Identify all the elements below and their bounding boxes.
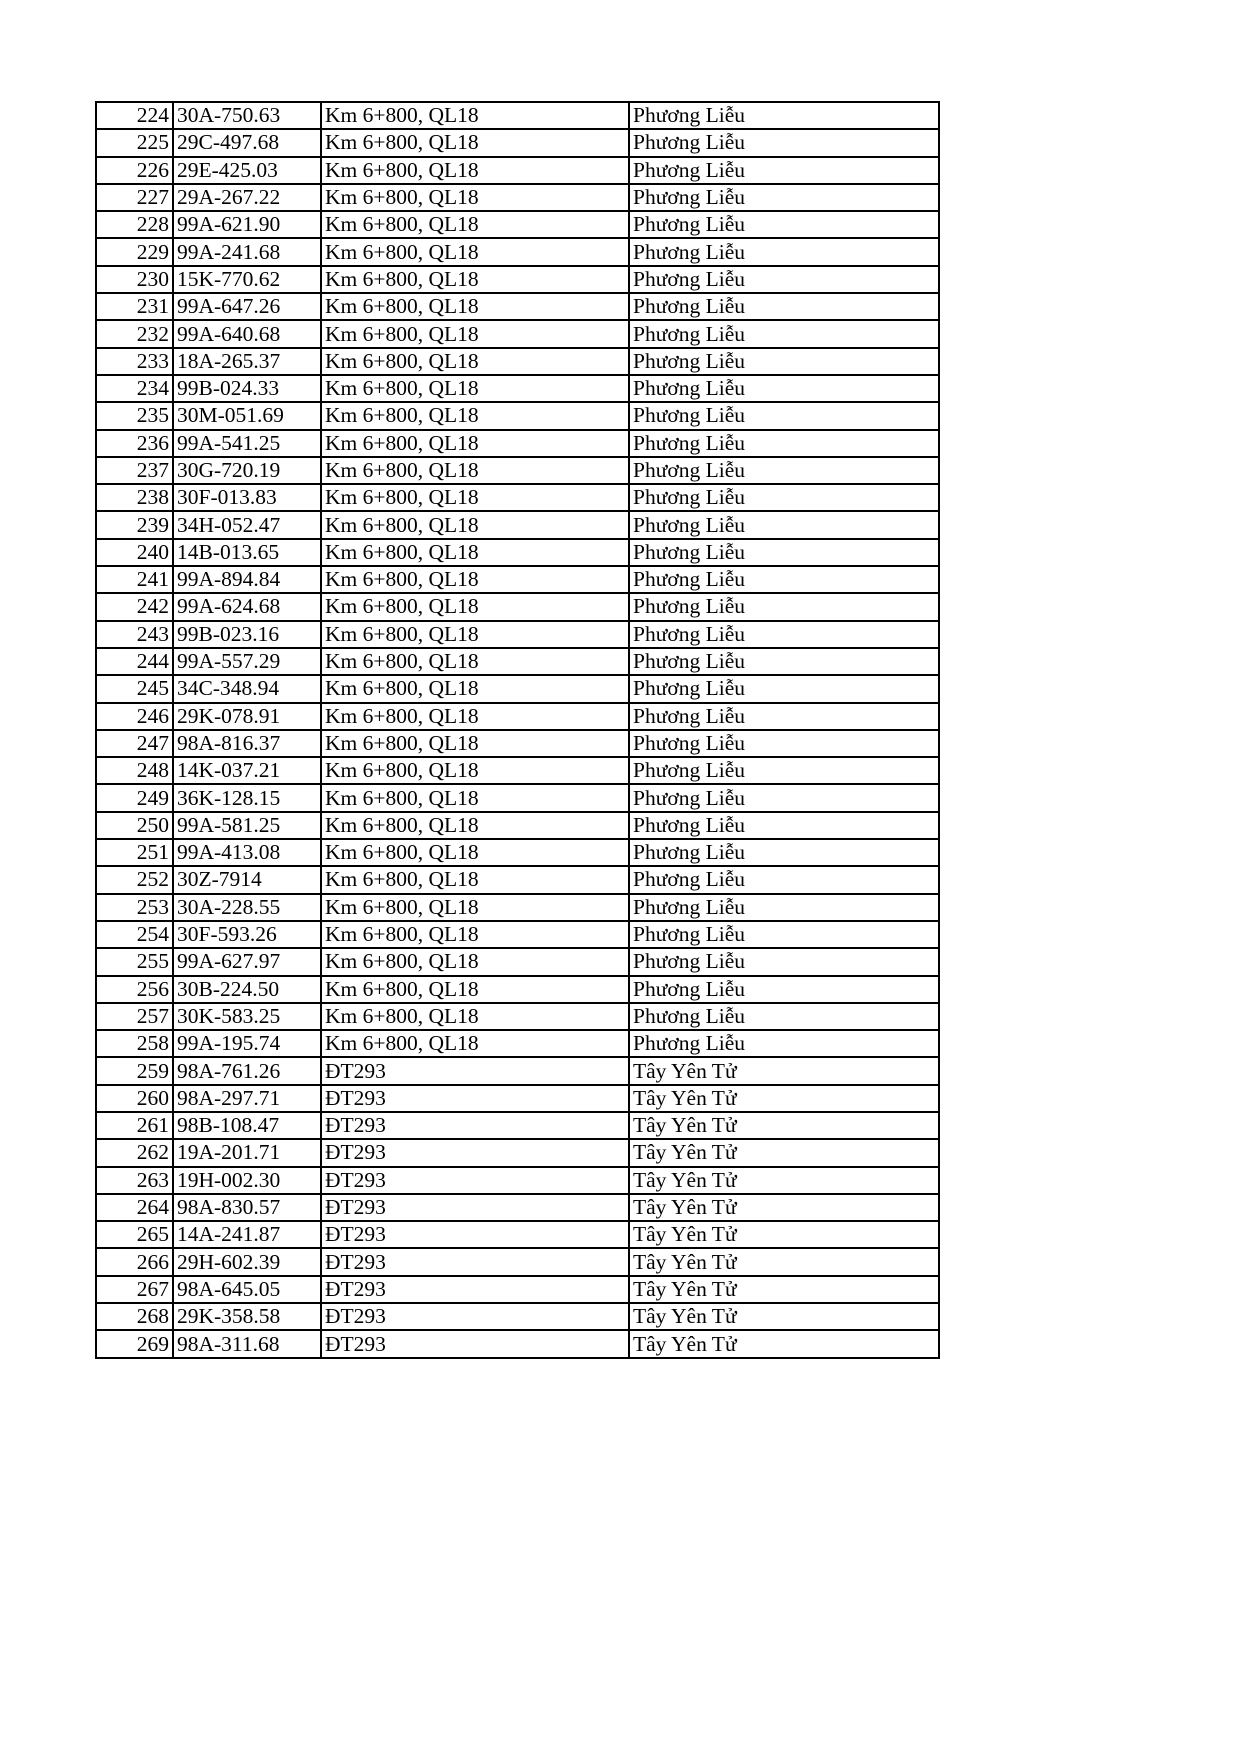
location-cell: Km 6+800, QL18 xyxy=(321,1030,629,1057)
location-cell: Km 6+800, QL18 xyxy=(321,457,629,484)
plate-number-cell: 30F-593.26 xyxy=(173,921,321,948)
location-cell: Km 6+800, QL18 xyxy=(321,211,629,238)
table-row xyxy=(96,757,939,784)
plate-number-cell: 15K-770.62 xyxy=(173,266,321,293)
unit-cell: Phương Liễu xyxy=(629,566,939,593)
table-row xyxy=(96,1030,939,1057)
unit-cell: Phương Liễu xyxy=(629,921,939,948)
unit-cell: Phương Liễu xyxy=(629,948,939,975)
plate-number-cell: 98A-816.37 xyxy=(173,730,321,757)
table-row xyxy=(96,511,939,538)
location-cell: ĐT293 xyxy=(321,1112,629,1139)
plate-number-cell: 30M-051.69 xyxy=(173,402,321,429)
plate-number-cell: 14A-241.87 xyxy=(173,1221,321,1248)
unit-cell: Tây Yên Tử xyxy=(629,1194,939,1221)
row-number-cell: 264 xyxy=(96,1194,173,1221)
table-row xyxy=(96,1112,939,1139)
unit-cell: Phương Liễu xyxy=(629,102,939,129)
table-row xyxy=(96,348,939,375)
table-row xyxy=(96,593,939,620)
row-number-cell: 261 xyxy=(96,1112,173,1139)
row-number-cell: 225 xyxy=(96,129,173,156)
location-cell: Km 6+800, QL18 xyxy=(321,539,629,566)
unit-cell: Phương Liễu xyxy=(629,238,939,265)
row-number-cell: 256 xyxy=(96,976,173,1003)
plate-number-cell: 99A-647.26 xyxy=(173,293,321,320)
row-number-cell: 259 xyxy=(96,1057,173,1084)
table-row xyxy=(96,866,939,893)
row-number-cell: 236 xyxy=(96,430,173,457)
location-cell: ĐT293 xyxy=(321,1221,629,1248)
plate-number-cell: 30Z-7914 xyxy=(173,866,321,893)
row-number-cell: 260 xyxy=(96,1085,173,1112)
table-row xyxy=(96,730,939,757)
table-row xyxy=(96,1167,939,1194)
table-row xyxy=(96,648,939,675)
plate-number-cell: 98B-108.47 xyxy=(173,1112,321,1139)
location-cell: Km 6+800, QL18 xyxy=(321,703,629,730)
location-cell: Km 6+800, QL18 xyxy=(321,921,629,948)
row-number-cell: 238 xyxy=(96,484,173,511)
plate-number-cell: 30A-750.63 xyxy=(173,102,321,129)
location-cell: Km 6+800, QL18 xyxy=(321,757,629,784)
location-cell: Km 6+800, QL18 xyxy=(321,484,629,511)
plate-number-cell: 99A-640.68 xyxy=(173,320,321,347)
unit-cell: Phương Liễu xyxy=(629,730,939,757)
location-cell: Km 6+800, QL18 xyxy=(321,129,629,156)
table-row xyxy=(96,812,939,839)
plate-number-cell: 99A-413.08 xyxy=(173,839,321,866)
plate-number-cell: 14B-013.65 xyxy=(173,539,321,566)
table-row xyxy=(96,102,939,129)
location-cell: Km 6+800, QL18 xyxy=(321,866,629,893)
row-number-cell: 249 xyxy=(96,784,173,811)
row-number-cell: 241 xyxy=(96,566,173,593)
location-cell: Km 6+800, QL18 xyxy=(321,266,629,293)
unit-cell: Phương Liễu xyxy=(629,293,939,320)
unit-cell: Phương Liễu xyxy=(629,648,939,675)
row-number-cell: 231 xyxy=(96,293,173,320)
plate-number-cell: 99A-241.68 xyxy=(173,238,321,265)
location-cell: ĐT293 xyxy=(321,1194,629,1221)
unit-cell: Tây Yên Tử xyxy=(629,1221,939,1248)
table-row xyxy=(96,1276,939,1303)
row-number-cell: 251 xyxy=(96,839,173,866)
row-number-cell: 240 xyxy=(96,539,173,566)
row-number-cell: 267 xyxy=(96,1276,173,1303)
row-number-cell: 269 xyxy=(96,1330,173,1357)
table-row xyxy=(96,157,939,184)
row-number-cell: 226 xyxy=(96,157,173,184)
location-cell: ĐT293 xyxy=(321,1139,629,1166)
row-number-cell: 266 xyxy=(96,1248,173,1275)
location-cell: ĐT293 xyxy=(321,1248,629,1275)
row-number-cell: 234 xyxy=(96,375,173,402)
unit-cell: Tây Yên Tử xyxy=(629,1276,939,1303)
plate-number-cell: 34H-052.47 xyxy=(173,511,321,538)
plate-number-cell: 30F-013.83 xyxy=(173,484,321,511)
unit-cell: Phương Liễu xyxy=(629,539,939,566)
row-number-cell: 233 xyxy=(96,348,173,375)
plate-number-cell: 30K-583.25 xyxy=(173,1003,321,1030)
plate-number-cell: 30G-720.19 xyxy=(173,457,321,484)
table-row xyxy=(96,1085,939,1112)
plate-number-cell: 99B-023.16 xyxy=(173,621,321,648)
unit-cell: Phương Liễu xyxy=(629,348,939,375)
unit-cell: Phương Liễu xyxy=(629,430,939,457)
row-number-cell: 258 xyxy=(96,1030,173,1057)
row-number-cell: 235 xyxy=(96,402,173,429)
table-row xyxy=(96,894,939,921)
unit-cell: Phương Liễu xyxy=(629,320,939,347)
table-row xyxy=(96,621,939,648)
plate-number-cell: 30B-224.50 xyxy=(173,976,321,1003)
violation-table-body xyxy=(96,102,939,1358)
unit-cell: Phương Liễu xyxy=(629,976,939,1003)
plate-number-cell: 29K-358.58 xyxy=(173,1303,321,1330)
unit-cell: Tây Yên Tử xyxy=(629,1112,939,1139)
row-number-cell: 245 xyxy=(96,675,173,702)
row-number-cell: 239 xyxy=(96,511,173,538)
table-row xyxy=(96,839,939,866)
location-cell: Km 6+800, QL18 xyxy=(321,839,629,866)
plate-number-cell: 19H-002.30 xyxy=(173,1167,321,1194)
plate-number-cell: 98A-830.57 xyxy=(173,1194,321,1221)
plate-number-cell: 98A-297.71 xyxy=(173,1085,321,1112)
unit-cell: Phương Liễu xyxy=(629,1030,939,1057)
table-row xyxy=(96,566,939,593)
row-number-cell: 246 xyxy=(96,703,173,730)
table-row xyxy=(96,320,939,347)
plate-number-cell: 98A-645.05 xyxy=(173,1276,321,1303)
unit-cell: Phương Liễu xyxy=(629,1003,939,1030)
plate-number-cell: 99A-581.25 xyxy=(173,812,321,839)
location-cell: ĐT293 xyxy=(321,1167,629,1194)
unit-cell: Tây Yên Tử xyxy=(629,1167,939,1194)
table-row xyxy=(96,1057,939,1084)
location-cell: Km 6+800, QL18 xyxy=(321,621,629,648)
location-cell: Km 6+800, QL18 xyxy=(321,184,629,211)
table-row xyxy=(96,375,939,402)
row-number-cell: 229 xyxy=(96,238,173,265)
table-row xyxy=(96,266,939,293)
location-cell: Km 6+800, QL18 xyxy=(321,102,629,129)
plate-number-cell: 18A-265.37 xyxy=(173,348,321,375)
unit-cell: Tây Yên Tử xyxy=(629,1085,939,1112)
row-number-cell: 232 xyxy=(96,320,173,347)
row-number-cell: 237 xyxy=(96,457,173,484)
row-number-cell: 244 xyxy=(96,648,173,675)
row-number-cell: 224 xyxy=(96,102,173,129)
location-cell: Km 6+800, QL18 xyxy=(321,238,629,265)
unit-cell: Phương Liễu xyxy=(629,266,939,293)
row-number-cell: 262 xyxy=(96,1139,173,1166)
location-cell: Km 6+800, QL18 xyxy=(321,402,629,429)
table-row xyxy=(96,293,939,320)
plate-number-cell: 29C-497.68 xyxy=(173,129,321,156)
row-number-cell: 257 xyxy=(96,1003,173,1030)
location-cell: Km 6+800, QL18 xyxy=(321,948,629,975)
location-cell: ĐT293 xyxy=(321,1303,629,1330)
row-number-cell: 255 xyxy=(96,948,173,975)
location-cell: Km 6+800, QL18 xyxy=(321,293,629,320)
unit-cell: Phương Liễu xyxy=(629,894,939,921)
plate-number-cell: 99A-195.74 xyxy=(173,1030,321,1057)
table-row xyxy=(96,402,939,429)
location-cell: Km 6+800, QL18 xyxy=(321,320,629,347)
location-cell: Km 6+800, QL18 xyxy=(321,675,629,702)
location-cell: Km 6+800, QL18 xyxy=(321,894,629,921)
unit-cell: Phương Liễu xyxy=(629,511,939,538)
table-row xyxy=(96,784,939,811)
unit-cell: Phương Liễu xyxy=(629,402,939,429)
table-row xyxy=(96,675,939,702)
plate-number-cell: 34C-348.94 xyxy=(173,675,321,702)
unit-cell: Phương Liễu xyxy=(629,866,939,893)
table-row xyxy=(96,1248,939,1275)
unit-cell: Phương Liễu xyxy=(629,157,939,184)
location-cell: ĐT293 xyxy=(321,1057,629,1084)
location-cell: Km 6+800, QL18 xyxy=(321,593,629,620)
row-number-cell: 253 xyxy=(96,894,173,921)
unit-cell: Phương Liễu xyxy=(629,675,939,702)
row-number-cell: 228 xyxy=(96,211,173,238)
unit-cell: Phương Liễu xyxy=(629,484,939,511)
row-number-cell: 247 xyxy=(96,730,173,757)
location-cell: Km 6+800, QL18 xyxy=(321,375,629,402)
row-number-cell: 252 xyxy=(96,866,173,893)
table-row xyxy=(96,484,939,511)
unit-cell: Phương Liễu xyxy=(629,129,939,156)
row-number-cell: 243 xyxy=(96,621,173,648)
violation-table xyxy=(95,101,940,1359)
table-row xyxy=(96,1221,939,1248)
table-row xyxy=(96,184,939,211)
row-number-cell: 268 xyxy=(96,1303,173,1330)
table-row xyxy=(96,976,939,1003)
location-cell: Km 6+800, QL18 xyxy=(321,157,629,184)
row-number-cell: 254 xyxy=(96,921,173,948)
table-row xyxy=(96,430,939,457)
plate-number-cell: 30A-228.55 xyxy=(173,894,321,921)
unit-cell: Phương Liễu xyxy=(629,757,939,784)
unit-cell: Phương Liễu xyxy=(629,621,939,648)
plate-number-cell: 99A-557.29 xyxy=(173,648,321,675)
plate-number-cell: 99B-024.33 xyxy=(173,375,321,402)
unit-cell: Phương Liễu xyxy=(629,211,939,238)
plate-number-cell: 98A-761.26 xyxy=(173,1057,321,1084)
unit-cell: Phương Liễu xyxy=(629,812,939,839)
plate-number-cell: 29H-602.39 xyxy=(173,1248,321,1275)
unit-cell: Phương Liễu xyxy=(629,457,939,484)
plate-number-cell: 99A-627.97 xyxy=(173,948,321,975)
table-row xyxy=(96,539,939,566)
unit-cell: Phương Liễu xyxy=(629,375,939,402)
unit-cell: Phương Liễu xyxy=(629,703,939,730)
unit-cell: Phương Liễu xyxy=(629,593,939,620)
location-cell: Km 6+800, QL18 xyxy=(321,812,629,839)
plate-number-cell: 29A-267.22 xyxy=(173,184,321,211)
unit-cell: Phương Liễu xyxy=(629,839,939,866)
unit-cell: Phương Liễu xyxy=(629,784,939,811)
plate-number-cell: 99A-621.90 xyxy=(173,211,321,238)
table-row xyxy=(96,948,939,975)
unit-cell: Tây Yên Tử xyxy=(629,1303,939,1330)
location-cell: Km 6+800, QL18 xyxy=(321,511,629,538)
location-cell: ĐT293 xyxy=(321,1276,629,1303)
location-cell: Km 6+800, QL18 xyxy=(321,566,629,593)
plate-number-cell: 29E-425.03 xyxy=(173,157,321,184)
plate-number-cell: 99A-894.84 xyxy=(173,566,321,593)
plate-number-cell: 99A-541.25 xyxy=(173,430,321,457)
location-cell: Km 6+800, QL18 xyxy=(321,976,629,1003)
table-row xyxy=(96,1003,939,1030)
location-cell: Km 6+800, QL18 xyxy=(321,430,629,457)
table-row xyxy=(96,1139,939,1166)
unit-cell: Tây Yên Tử xyxy=(629,1248,939,1275)
location-cell: Km 6+800, QL18 xyxy=(321,348,629,375)
unit-cell: Tây Yên Tử xyxy=(629,1330,939,1357)
table-row xyxy=(96,1303,939,1330)
plate-number-cell: 99A-624.68 xyxy=(173,593,321,620)
unit-cell: Tây Yên Tử xyxy=(629,1139,939,1166)
location-cell: ĐT293 xyxy=(321,1085,629,1112)
row-number-cell: 250 xyxy=(96,812,173,839)
row-number-cell: 242 xyxy=(96,593,173,620)
unit-cell: Tây Yên Tử xyxy=(629,1057,939,1084)
plate-number-cell: 36K-128.15 xyxy=(173,784,321,811)
unit-cell: Phương Liễu xyxy=(629,184,939,211)
table-row xyxy=(96,703,939,730)
plate-number-cell: 14K-037.21 xyxy=(173,757,321,784)
location-cell: Km 6+800, QL18 xyxy=(321,1003,629,1030)
plate-number-cell: 29K-078.91 xyxy=(173,703,321,730)
table-row xyxy=(96,238,939,265)
row-number-cell: 248 xyxy=(96,757,173,784)
row-number-cell: 227 xyxy=(96,184,173,211)
location-cell: ĐT293 xyxy=(321,1330,629,1357)
table-row xyxy=(96,1330,939,1357)
table-row xyxy=(96,129,939,156)
plate-number-cell: 98A-311.68 xyxy=(173,1330,321,1357)
location-cell: Km 6+800, QL18 xyxy=(321,784,629,811)
table-row xyxy=(96,457,939,484)
location-cell: Km 6+800, QL18 xyxy=(321,730,629,757)
location-cell: Km 6+800, QL18 xyxy=(321,648,629,675)
plate-number-cell: 19A-201.71 xyxy=(173,1139,321,1166)
table-row xyxy=(96,921,939,948)
row-number-cell: 263 xyxy=(96,1167,173,1194)
table-row xyxy=(96,1194,939,1221)
row-number-cell: 230 xyxy=(96,266,173,293)
row-number-cell: 265 xyxy=(96,1221,173,1248)
table-row xyxy=(96,211,939,238)
